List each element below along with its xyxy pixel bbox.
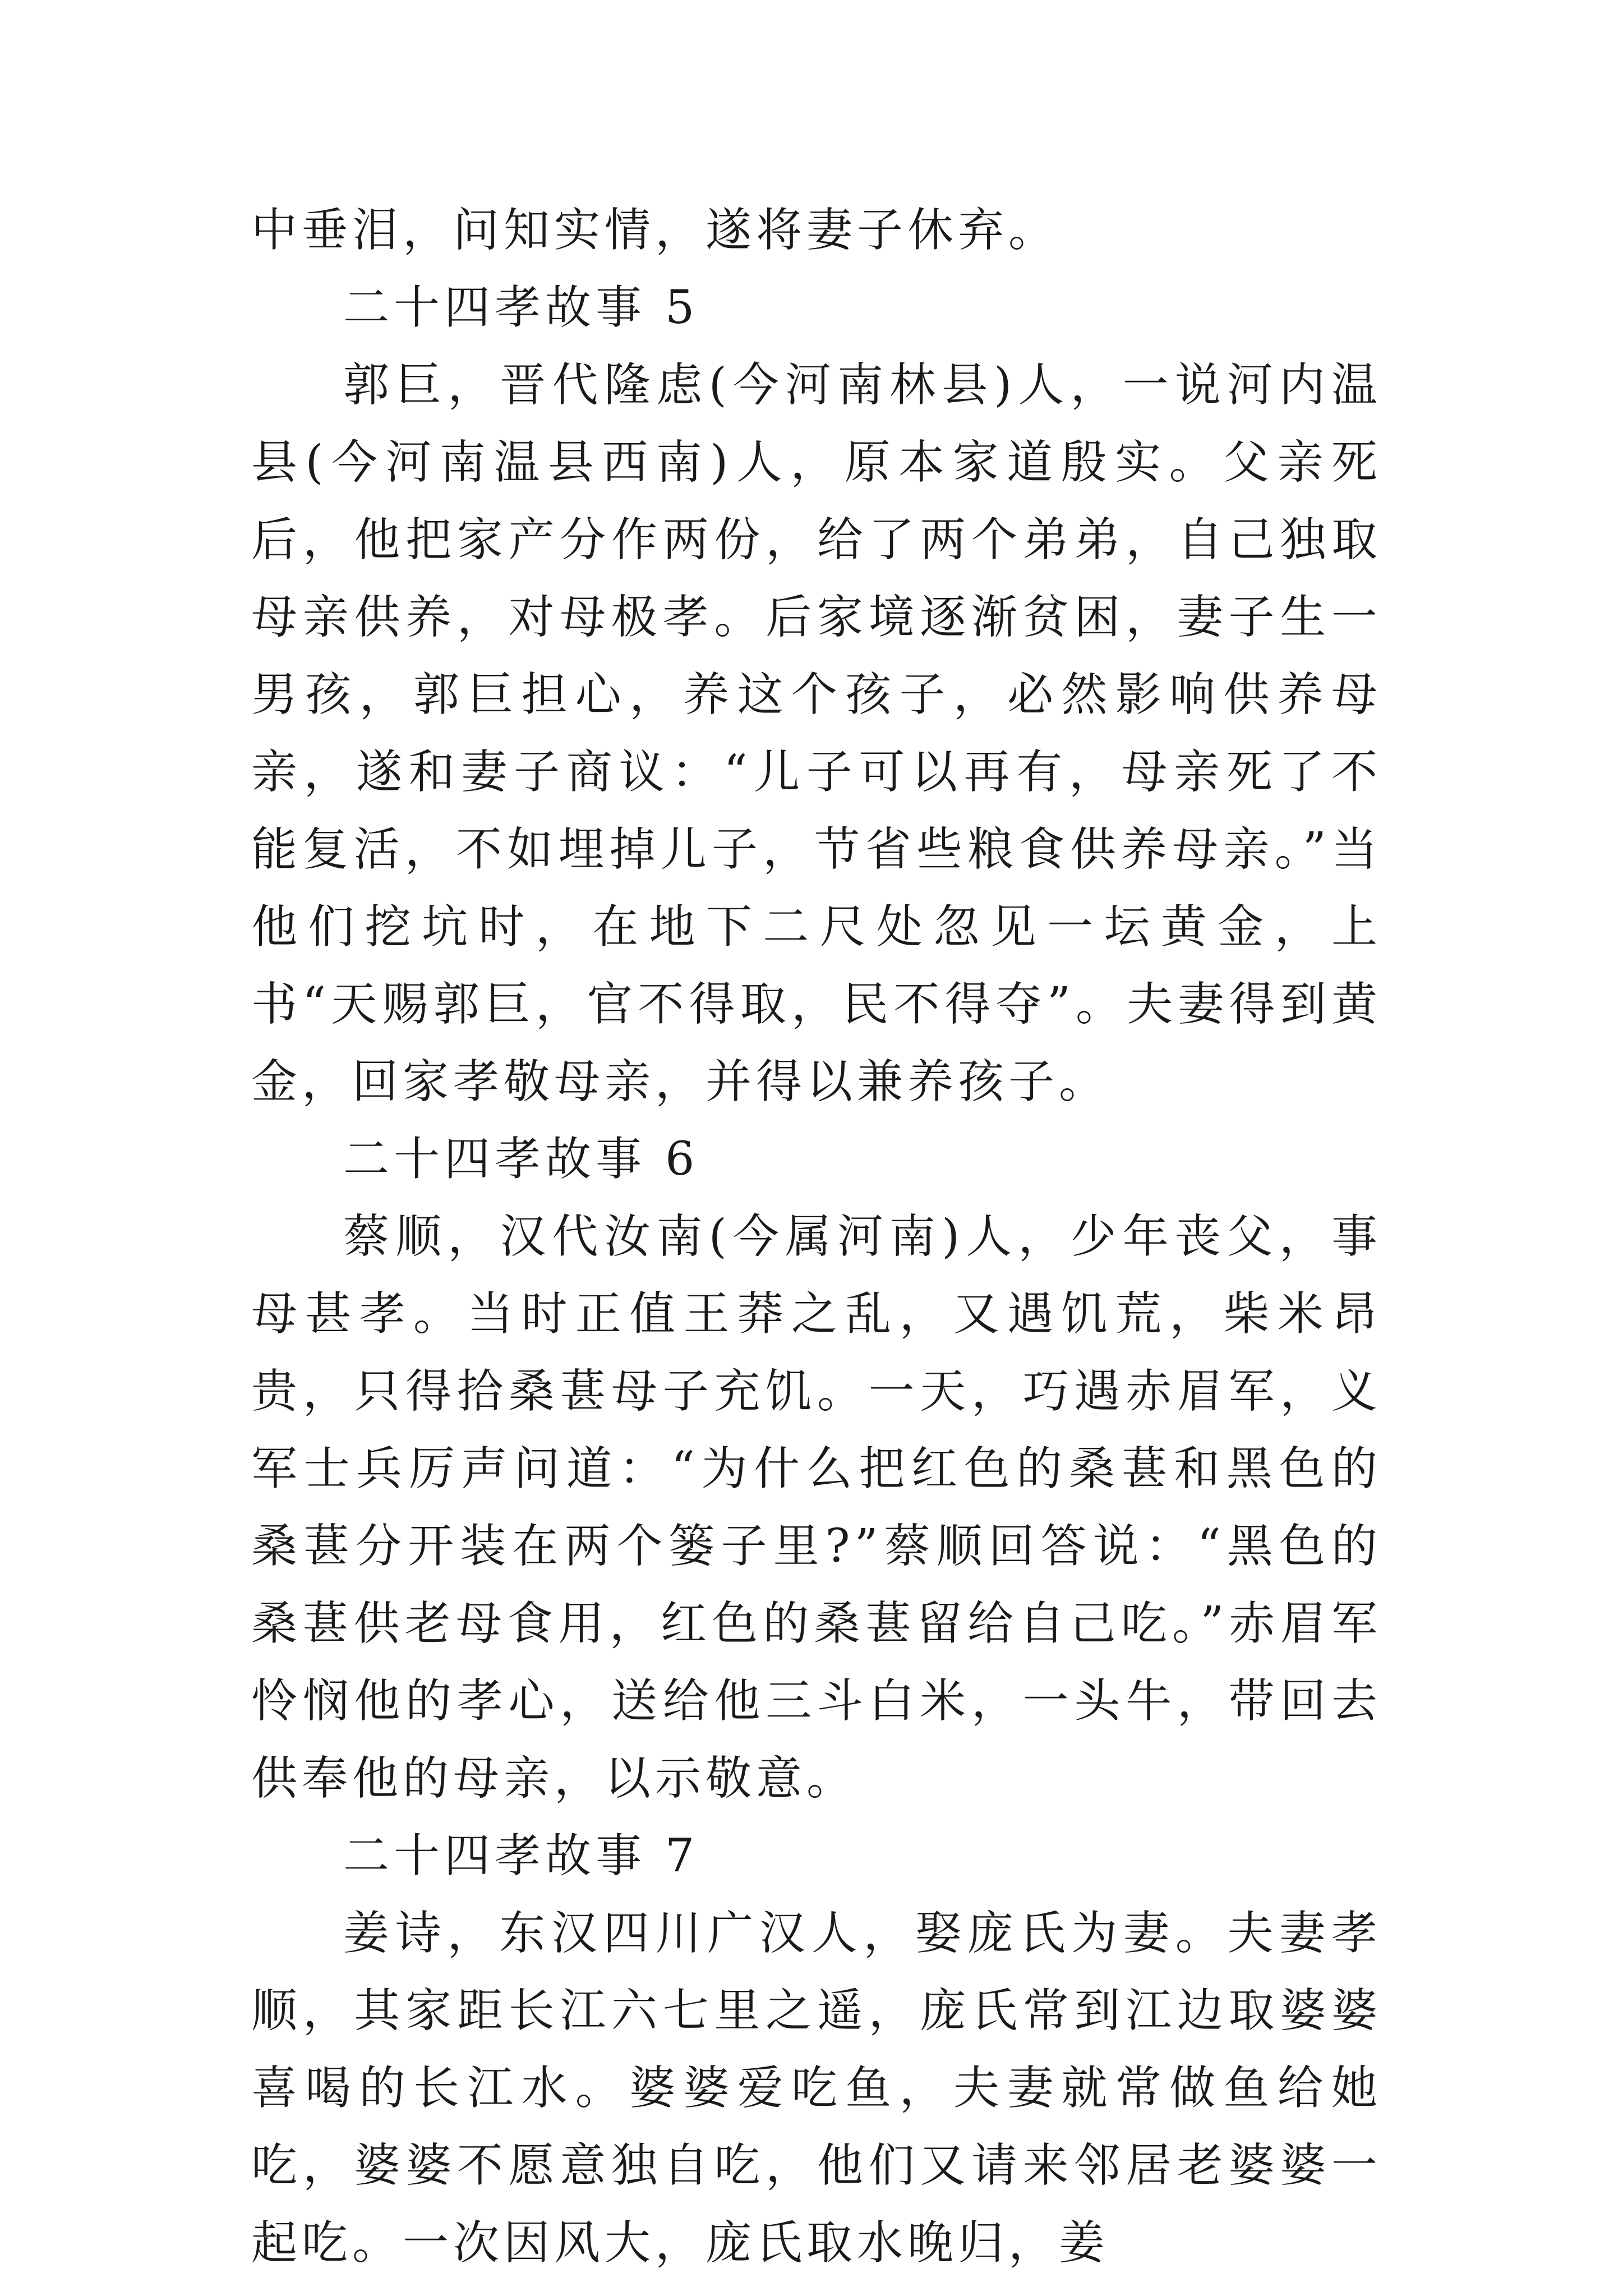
document-body (251, 192, 1382, 2282)
paragraph-guo-ju: 郭巨，晋代隆虑(今河南林县)人，一说河内温县(今河南温县西南)人，原本家道殷实。父亲死后，他把家产分作两份，给了两个弟弟，自己独取母亲供养，对母极孝。后家境逐渐贫困，妻子生一男孩，郭巨担心，养这个孩子，必然影响供养母亲，遂和妻子商议：“儿子可以再有，母亲死了不能复活，不如埋掉儿子，节省些粮食供养母亲。”当他们挖坑时，在地下二尺处忽见一坛黄金，上书“天赐郭巨，官不得取，民不得夺”。夫妻得到黄金，回家孝敬母亲，并得以兼养孩子。 (251, 358, 1382, 1108)
section-heading-6: 二十四孝故事 6 (343, 1133, 699, 1186)
section-heading-7: 二十四孝故事 7 (343, 1829, 699, 1883)
paragraph-jiang-shi: 姜诗，东汉四川广汉人，娶庞氏为妻。夫妻孝顺，其家距长江六七里之遥，庞氏常到江边取婆婆喜喝的长江水。婆婆爱吃鱼，夫妻就常做鱼给她吃，婆婆不愿意独自吃，他们又请来邻居老婆婆一起吃。一次因风大，庞氏取水晚归，姜 (251, 1907, 1382, 2270)
paragraph-continuation: 中垂泪，问知实情，遂将妻子休弃。 (251, 204, 1059, 257)
paragraph-cai-shun: 蔡顺，汉代汝南(今属河南)人，少年丧父，事母甚孝。当时正值王莽之乱，又遇饥荒，柴米昂贵，只得拾桑葚母子充饥。一天，巧遇赤眉军，义军士兵厉声问道：“为什么把红色的桑葚和黑色的桑葚分开装在两个篓子里?”蔡顺回答说：“黑色的桑葚供老母食用，红色的桑葚留给自己吃。”赤眉军怜悯他的孝心，送给他三斗白米，一头牛，带回去供奉他的母亲，以示敬意。 (251, 1210, 1382, 1805)
section-heading-5: 二十四孝故事 5 (343, 281, 699, 334)
